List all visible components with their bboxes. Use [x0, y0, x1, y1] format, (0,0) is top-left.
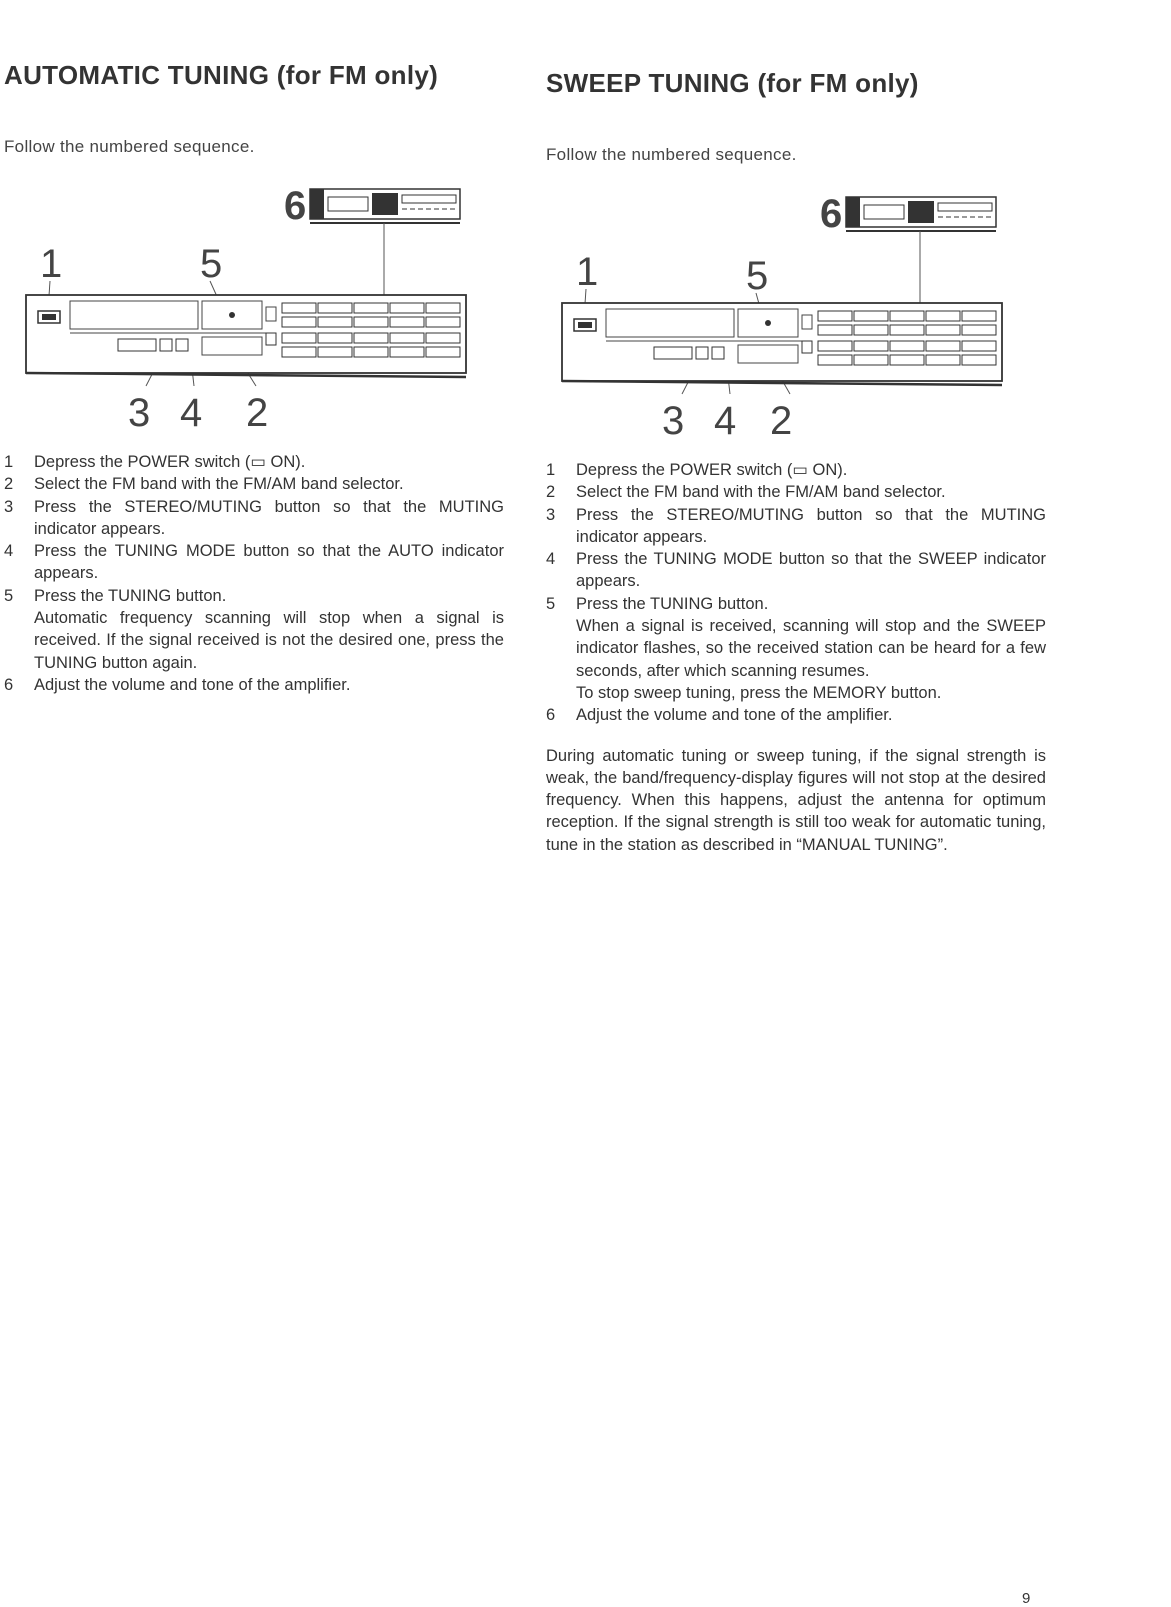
tuner-chassis [26, 295, 466, 377]
callout-5: 5 [200, 242, 223, 286]
tuner-illustration [4, 181, 484, 451]
list-item: 6 Adjust the volume and tone of the amplifier. [546, 706, 893, 725]
callout-3: 3 [662, 399, 685, 443]
tuner-chassis [562, 303, 1002, 385]
tuner-front-panel-diagram [546, 189, 1046, 459]
callout-6: 6 [284, 184, 307, 228]
steps-list [4, 451, 504, 696]
intro-text: Follow the numbered sequence. [546, 145, 797, 164]
list-item: 4 Press the TUNING MODE button so that the AUTO indicator appears. [4, 542, 504, 583]
list-item: 2 Select the FM band with the FM/AM band selector. [4, 475, 404, 494]
section-title: SWEEP TUNING (for FM only) [546, 68, 919, 98]
list-item: 3 Press the STEREO/MUTING button so that the MUTING indicator appears. [4, 497, 504, 538]
callout-1: 1 [40, 242, 63, 286]
steps-list [546, 459, 1046, 727]
list-item: 5 Press the TUNING button. When a signal is received, scanning will stop and the SWEEP indicator flashes, so the received station can be heard for a few seconds, after which scanning resumes. To stop sweep tuning, press the MEMORY button. [546, 594, 1046, 702]
list-item: 2 Select the FM band with the FM/AM band selector. [546, 483, 946, 502]
list-item: 1 Depress the POWER switch (▭ ON). [4, 453, 306, 471]
callout-1: 1 [576, 250, 599, 294]
tuner-illustration [546, 189, 1026, 459]
list-item: 3 Press the STEREO/MUTING button so that the MUTING indicator appears. [546, 505, 1046, 546]
list-item: 5 Press the TUNING button. Automatic frequency scanning will stop when a signal is received. If the signal received is not the desired one, press the TUNING button again. [4, 586, 504, 672]
intro-text: Follow the numbered sequence. [4, 137, 255, 156]
display-unit-icon [310, 189, 460, 223]
callout-2: 2 [770, 399, 793, 443]
sweep-tuning-section [546, 68, 1046, 873]
display-unit-icon [846, 197, 996, 231]
tuner-front-panel-diagram [4, 181, 504, 451]
list-item: 1 Depress the POWER switch (▭ ON). [546, 461, 848, 479]
callout-6: 6 [820, 192, 843, 236]
callout-4: 4 [714, 399, 737, 443]
automatic-tuning-section [4, 60, 504, 696]
section-title: AUTOMATIC TUNING (for FM only) [4, 60, 439, 90]
list-item: 6 Adjust the volume and tone of the amplifier. [4, 675, 351, 694]
callout-2: 2 [246, 391, 269, 435]
callout-4: 4 [180, 391, 203, 435]
callout-3: 3 [128, 391, 151, 435]
callout-5: 5 [746, 254, 769, 298]
weak-signal-note: During automatic tuning or sweep tuning, if the signal strength is weak, the band/frequency-display figures will not stop at the desired frequency. When this happens, adjust the antenna for optimum reception. If the signal strength is still too weak for automatic tuning, tune in the station as described in “MANUAL TUNING”. [546, 746, 1046, 854]
list-item: 4 Press the TUNING MODE button so that the SWEEP indicator appears. [546, 550, 1046, 591]
page-number: 9 [1022, 1590, 1031, 1607]
